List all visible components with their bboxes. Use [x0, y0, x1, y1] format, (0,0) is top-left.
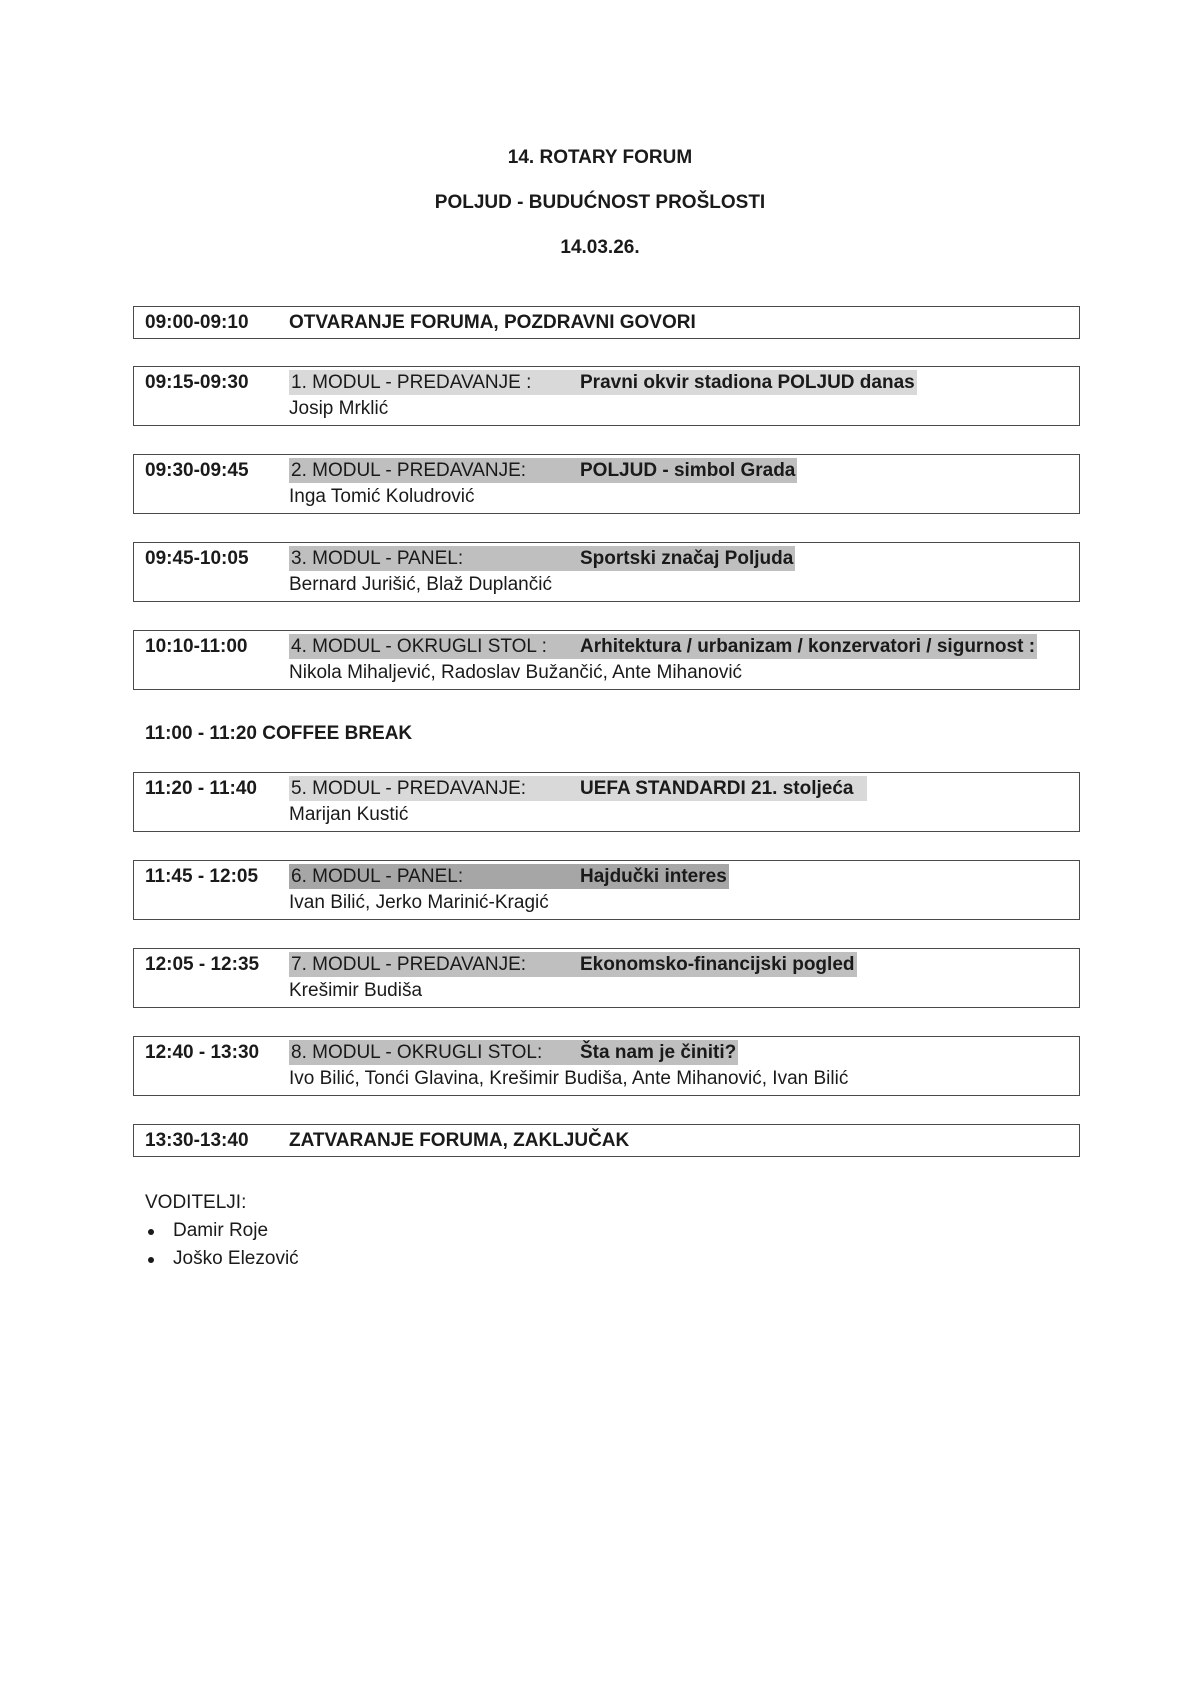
session-title: ZATVARANJE FORUMA, ZAKLJUČAK — [289, 1130, 630, 1151]
speakers: Bernard Jurišić, Blaž Duplančić — [289, 574, 552, 595]
host-item: Damir Roje — [173, 1220, 269, 1241]
module-label: 8. MODUL - OKRUGLI STOL: — [289, 1040, 580, 1065]
forum-date: 14.03.26. — [560, 237, 640, 258]
speakers: Ivan Bilić, Jerko Marinić-Kragić — [289, 892, 549, 913]
session-time: 10:10-11:00 — [145, 636, 248, 657]
schedule-row-module-6 — [133, 860, 1080, 920]
schedule-row-module-7 — [133, 948, 1080, 1008]
module-topic: Šta nam je činiti? — [580, 1042, 737, 1063]
session-time: 09:30-09:45 — [145, 460, 249, 481]
session-time: 11:45 - 12:05 — [145, 866, 259, 887]
host-item: Joško Elezović — [173, 1248, 299, 1269]
hosts-label: VODITELJI: — [145, 1192, 247, 1213]
session-time: 09:15-09:30 — [145, 372, 249, 393]
module-label: 6. MODUL - PANEL: — [289, 864, 580, 889]
session-title: OTVARANJE FORUMA, POZDRAVNI GOVORI — [289, 312, 696, 333]
forum-title: 14. ROTARY FORUM — [507, 147, 693, 168]
module-topic: UEFA STANDARDI 21. stoljeća — [580, 776, 867, 801]
session-time: 09:00-09:10 — [145, 312, 249, 333]
schedule-row-module-8 — [133, 1036, 1080, 1096]
module-label: 7. MODUL - PREDAVANJE: — [289, 952, 580, 977]
module-label: 4. MODUL - OKRUGLI STOL : — [289, 634, 580, 659]
module-topic: Hajdučki interes — [580, 866, 727, 887]
speakers: Inga Tomić Koludrović — [289, 486, 475, 507]
session-time: 09:45-10:05 — [145, 548, 249, 569]
session-time: 13:30-13:40 — [145, 1130, 249, 1151]
module-label: 1. MODUL - PREDAVANJE : — [289, 370, 580, 395]
session-time: 12:40 - 13:30 — [145, 1042, 260, 1063]
speakers: Krešimir Budiša — [289, 980, 423, 1001]
module-topic: Ekonomsko-financijski pogled — [580, 954, 855, 975]
module-label: 3. MODUL - PANEL: — [289, 546, 580, 571]
forum-subtitle: POLJUD - BUDUĆNOST PROŠLOSTI — [434, 192, 766, 213]
schedule-row-module-1 — [133, 366, 1080, 426]
speakers: Josip Mrklić — [289, 398, 389, 419]
session-time: 11:20 - 11:40 — [145, 778, 257, 799]
speakers: Marijan Kustić — [289, 804, 409, 825]
module-topic: POLJUD - simbol Grada — [580, 460, 796, 481]
schedule-row-closing — [133, 1124, 1080, 1157]
module-topic: Sportski značaj Poljuda — [580, 548, 794, 569]
module-label: 2. MODUL - PREDAVANJE: — [289, 458, 580, 483]
coffee-break: 11:00 - 11:20 COFFEE BREAK — [145, 723, 413, 744]
module-label: 5. MODUL - PREDAVANJE: — [289, 776, 580, 801]
speakers: Ivo Bilić, Tonći Glavina, Krešimir Budiša, Ante Mihanović, Ivan Bilić — [289, 1068, 849, 1089]
schedule-row-module-3 — [133, 542, 1080, 602]
schedule-row-opening — [133, 306, 1080, 339]
module-topic: Arhitektura / urbanizam / konzervatori / sigurnost : — [580, 636, 1036, 657]
session-time: 12:05 - 12:35 — [145, 954, 260, 975]
schedule-row-module-4 — [133, 630, 1080, 690]
module-topic: Pravni okvir stadiona POLJUD danas — [580, 372, 915, 393]
speakers: Nikola Mihaljević, Radoslav Bužančić, Ante Mihanović — [289, 662, 743, 683]
schedule-row-module-2 — [133, 454, 1080, 514]
schedule-row-module-5 — [133, 772, 1080, 832]
